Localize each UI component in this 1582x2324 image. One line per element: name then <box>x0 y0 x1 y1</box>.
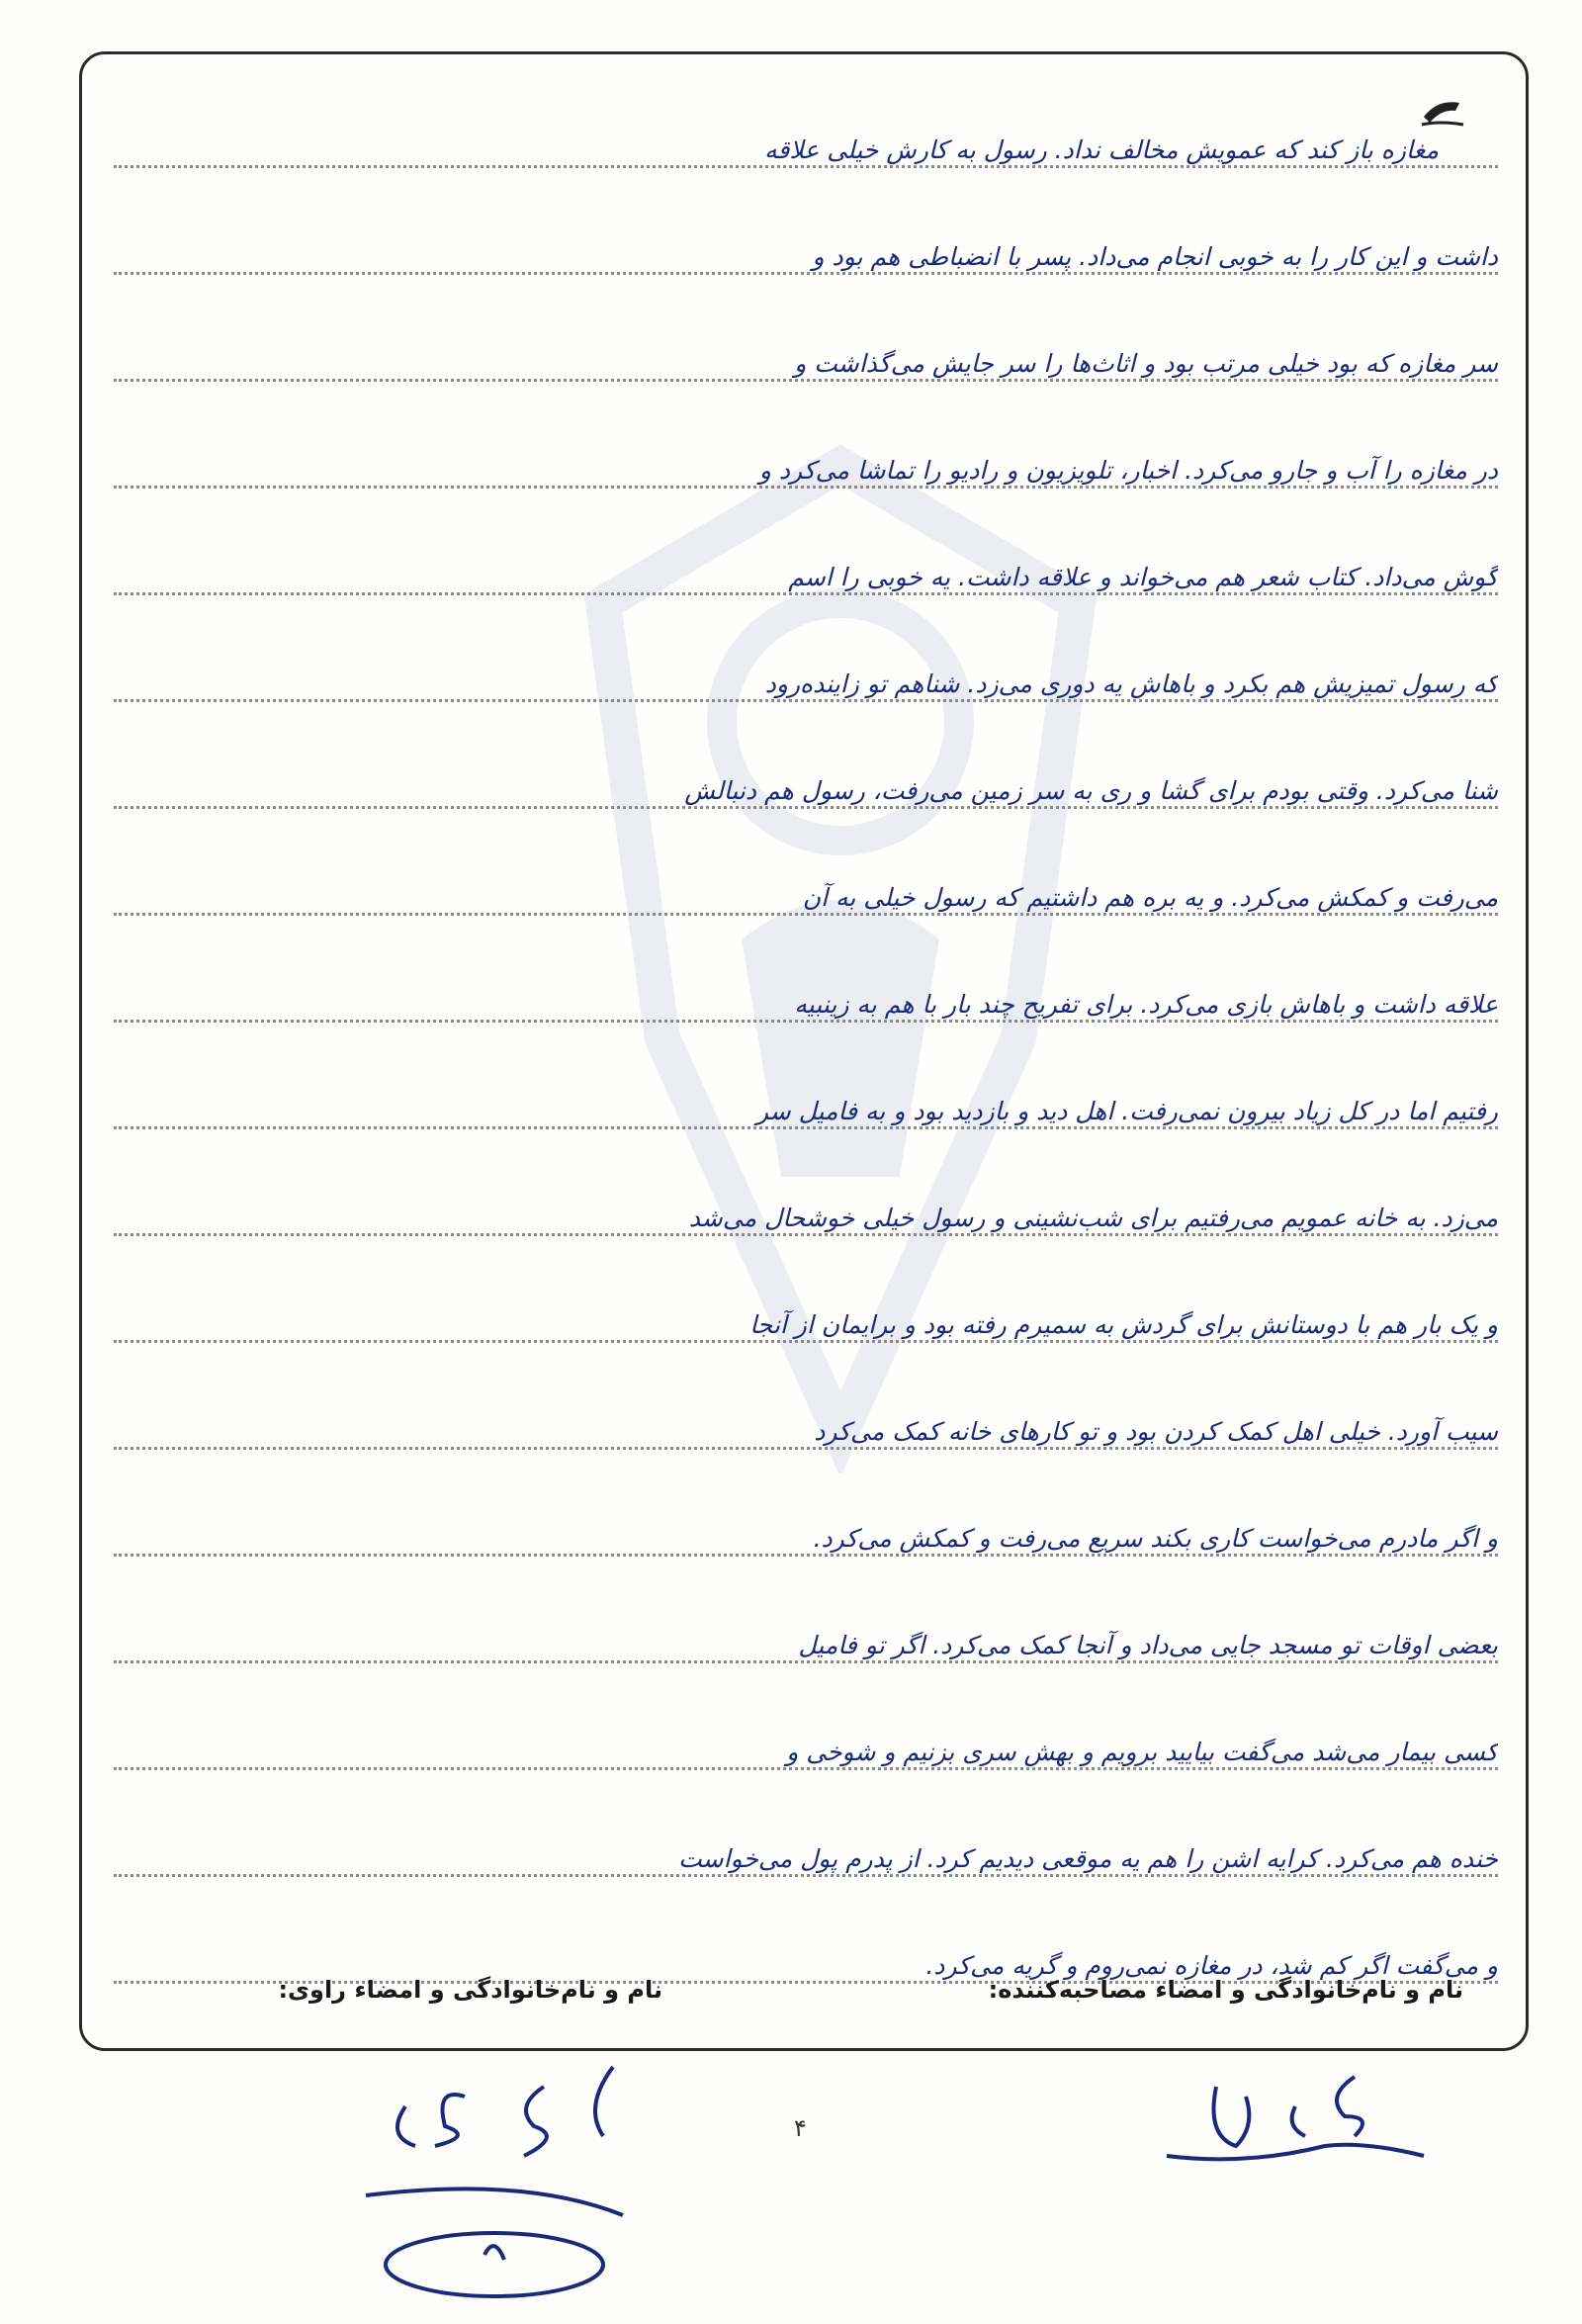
text-line: علاقه داشت و باهاش بازی می‌کرد. برای تفریح چند بار با هم به زینبیه <box>114 945 1498 1052</box>
text-line: داشت و این کار را به خوبی انجام می‌داد. پسر با انضباطی هم بود و <box>114 198 1498 305</box>
text-line: خنده هم می‌کرد. کرایه اشن را هم یه موقعی دیدیم کرد. از پدرم پول می‌خواست <box>114 1800 1498 1907</box>
text-line: بعضی اوقات تو مسجد جایی می‌داد و آنجا کمک می‌کرد. اگر تو فامیل <box>114 1586 1498 1693</box>
text-line: می‌زد. به خانه عمویم می‌رفتیم برای شب‌نشینی و رسول خیلی خوشحال می‌شد <box>114 1159 1498 1266</box>
page-number: ۴ <box>794 2114 807 2142</box>
text-line: مغازه باز کند که عمویش مخالف نداد. رسول به کارش خیلی علاقه <box>114 91 1498 198</box>
text-line: و یک بار هم با دوستانش برای گردش به سمیرم رفته بود و برایمان از آنجا <box>114 1266 1498 1373</box>
interviewer-signature <box>1127 2047 1453 2205</box>
text-line: گوش می‌داد. کتاب شعر هم می‌خواند و علاقه داشت. یه خوبی را اسم <box>114 518 1498 625</box>
text-line: رفتیم اما در کل زیاد بیرون نمی‌رفت. اهل دید و بازدید بود و به فامیل سر <box>114 1052 1498 1159</box>
text-line: سر مغازه که بود خیلی مرتب بود و اثاث‌ها را سر جایش می‌گذاشت و <box>114 305 1498 411</box>
text-line: شنا می‌کرد. وقتی بودم برای گشا و ری به سر زمین می‌رفت، رسول هم دنبالش <box>114 732 1498 839</box>
interviewer-label: نام و نام‌خانوادگی و امضاء مصاحبه‌کننده: <box>988 1976 1463 2004</box>
text-line: می‌رفت و کمکش می‌کرد. و یه بره هم داشتیم که رسول خیلی به آن <box>114 839 1498 945</box>
text-line: و اگر مادرم می‌خواست کاری بکند سریع می‌رفت و کمکش می‌کرد. <box>114 1479 1498 1586</box>
text-line: در مغازه را آب و جارو می‌کرد. اخبار، تلویزیون و رادیو را تماشا می‌کرد و <box>114 411 1498 518</box>
text-line: سیب آورد. خیلی اهل کمک کردن بود و تو کارهای خانه کمک می‌کرد <box>114 1373 1498 1479</box>
text-line: کسی بیمار می‌شد می‌گفت بیایید برویم و بهش سری بزنیم و شوخی و <box>114 1693 1498 1800</box>
narrator-label: نام و نام‌خانوادگی و امضاء راوی: <box>278 1976 662 2004</box>
text-line: که رسول تمیزیش هم بکرد و باهاش یه دوری می‌زد. شناهم تو زاینده‌رود <box>114 625 1498 732</box>
text-line: و می‌گفت اگر کم شد، در مغازه نمی‌روم و گریه می‌کرد. <box>114 1907 1498 2013</box>
handwritten-text-block <box>114 91 1498 2013</box>
narrator-signature <box>287 2047 742 2314</box>
